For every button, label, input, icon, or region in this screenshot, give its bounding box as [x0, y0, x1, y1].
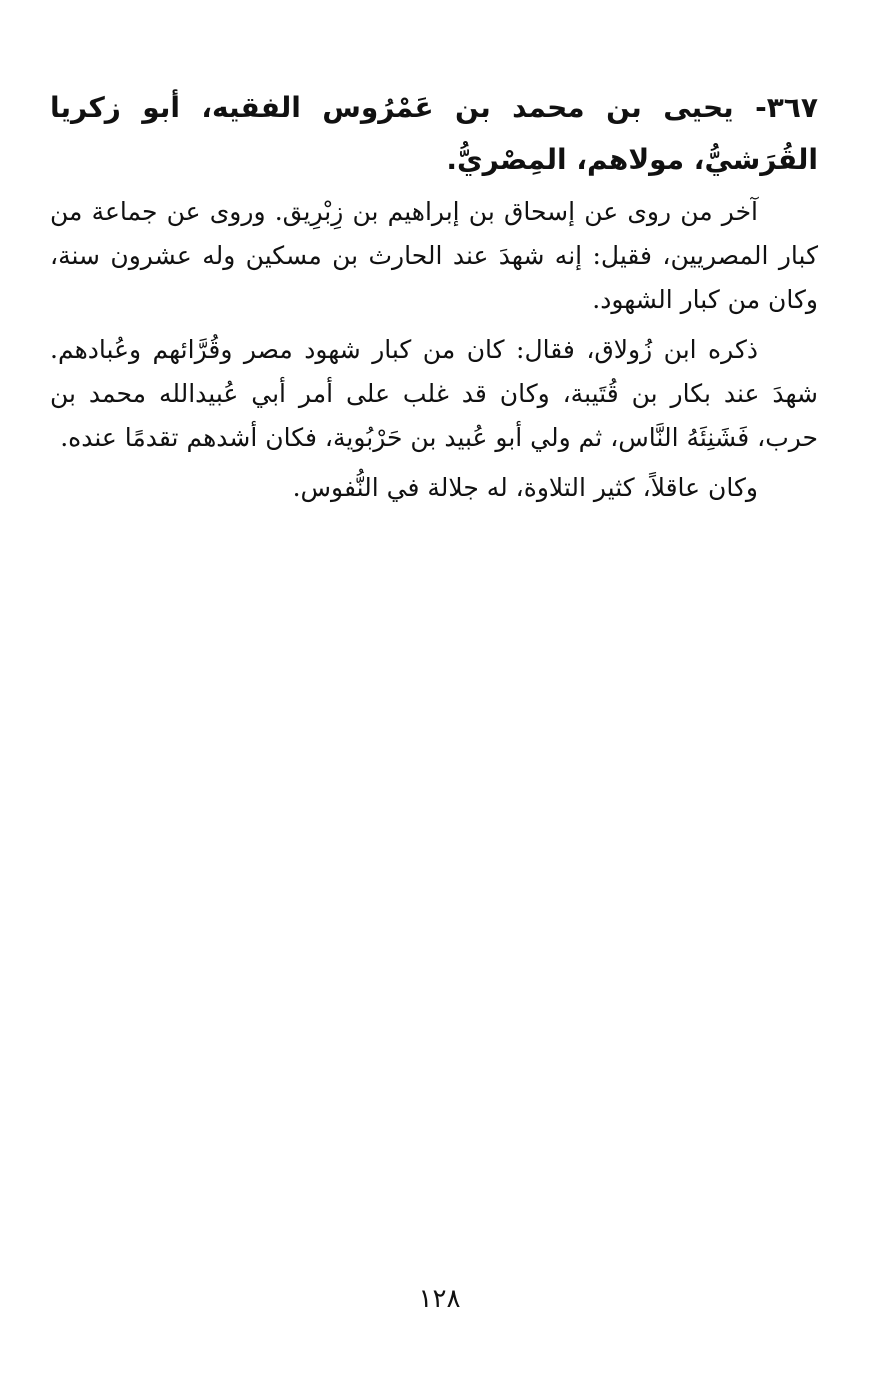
entry-paragraph-1: آخر من روى عن إسحاق بن إبراهيم بن زِبْرِيق. وروى عن جماعة من كبار المصريين، فقيل: إنه شهدَ عند الحارث بن مسكين وله عشرون سنة، وكان من كبار الشهود. [50, 197, 818, 314]
entry-heading: ٣٦٧- يحيى بن محمد بن عَمْرُوس الفقيه، أبو زكريا القُرَشيُّ، مولاهم، المِصْريُّ. [50, 91, 818, 176]
page-body [50, 82, 818, 510]
entry-paragraph-2: ذكره ابن زُولاق، فقال: كان من كبار شهود مصر وقُرَّائهم وعُبادهم. شهدَ عند بكار بن قُتَيبة، وكان قد غلب على أمر أبي عُبيدالله محمد بن حرب، فَشَنِئَهُ النَّاس، ثم ولي أبو عُبيد بن حَرْبُوية، فكان أشدهم تقدمًا عنده. [50, 335, 818, 452]
page-number: ١٢٨ [418, 1284, 461, 1314]
entry-paragraph-3: وكان عاقلاً، كثير التلاوة، له جلالة في النُّفوس. [292, 473, 758, 502]
